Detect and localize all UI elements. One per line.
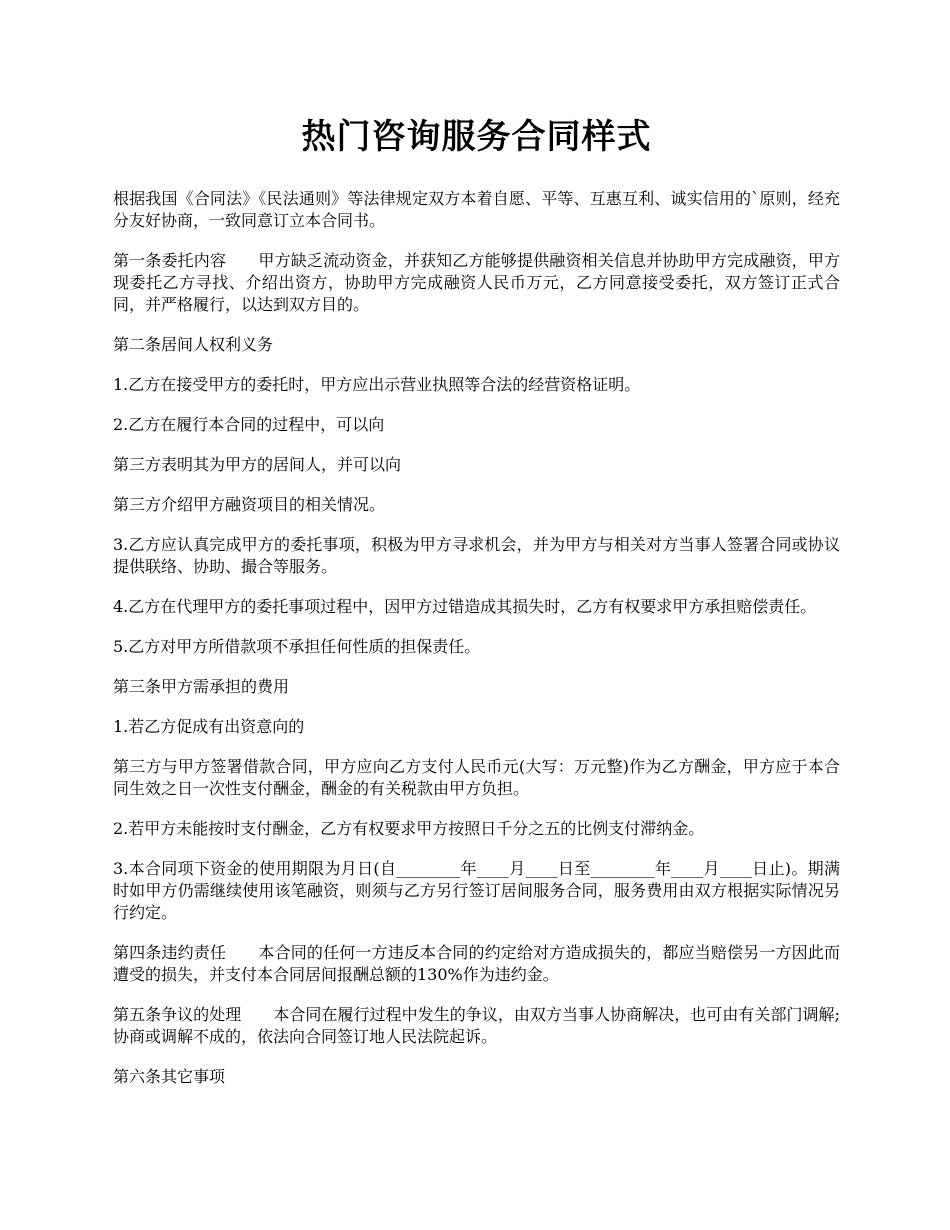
article-3-item-1: 1.若乙方促成有出资意向的 <box>113 717 305 736</box>
article-4-paragraph: 第四条违约责任 本合同的任何一方违反本合同的约定给对方造成损失的，都应当赔偿另一方因此而遭受的损失，并支付本合同居间报酬总额的130%作为违约金。 <box>113 943 840 984</box>
article-5-paragraph: 第五条争议的处理 本合同在履行过程中发生的争议，由双方当事人协商解决，也可由有关部门调解;协商或调解不成的，依法向合同签订地人民法院起诉。 <box>113 1005 840 1046</box>
article-2-item-2: 2.乙方在履行本合同的过程中，可以向 <box>113 415 385 434</box>
document-page <box>113 112 840 1106</box>
article-2-item-2-cont-b: 第三方介绍甲方融资项目的相关情况。 <box>113 495 386 514</box>
article-3-item-1-cont: 第三方与甲方签署借款合同，甲方应向乙方支付人民币元(大写：万元整)作为乙方酬金，甲方应于本合同生效之日一次性支付酬金，酬金的有关税款由甲方负担。 <box>113 757 840 798</box>
article-2-item-3: 3.乙方应认真完成甲方的委托事项，积极为甲方寻求机会，并为甲方与相关对方当事人签署合同或协议提供联络、协助、撮合等服务。 <box>113 535 840 576</box>
document-title: 热门咨询服务合同样式 <box>301 117 652 157</box>
article-2-item-5: 5.乙方对甲方所借款项不承担任何性质的担保责任。 <box>113 637 481 656</box>
article-3-item-3: 3.本合同项下资金的使用期限为月日(自________年____月____日至________年____月____日止)。期满时如甲方仍需继续使用该笔融资，则须与乙方另行签订居间服务合同，服务费用由双方根据实际情况另行约定。 <box>113 859 840 922</box>
article-2-item-1: 1.乙方在接受甲方的委托时，甲方应出示营业执照等合法的经营资格证明。 <box>113 375 641 394</box>
article-6-heading: 第六条其它事项 <box>113 1067 226 1086</box>
article-3-heading: 第三条甲方需承担的费用 <box>113 677 290 696</box>
article-2-item-2-cont-a: 第三方表明其为甲方的居间人，并可以向 <box>113 455 402 474</box>
article-2-item-4: 4.乙方在代理甲方的委托事项过程中，因甲方过错造成其损失时，乙方有权要求甲方承担赔偿责任。 <box>113 597 817 616</box>
article-3-item-2: 2.若甲方未能按时支付酬金，乙方有权要求甲方按照日千分之五的比例支付滞纳金。 <box>113 819 705 838</box>
preamble-paragraph: 根据我国《合同法》《民法通则》等法律规定双方本着自愿、平等、互惠互利、诚实信用的`原则，经充分友好协商，一致同意订立本合同书。 <box>113 189 840 230</box>
article-1-paragraph: 第一条委托内容 甲方缺乏流动资金，并获知乙方能够提供融资相关信息并协助甲方完成融资，甲方现委托乙方寻找、介绍出资方，协助甲方完成融资人民币万元，乙方同意接受委托，双方签订正式合同，并严格履行，以达到双方目的。 <box>113 251 840 314</box>
article-2-heading: 第二条居间人权利义务 <box>113 335 274 354</box>
